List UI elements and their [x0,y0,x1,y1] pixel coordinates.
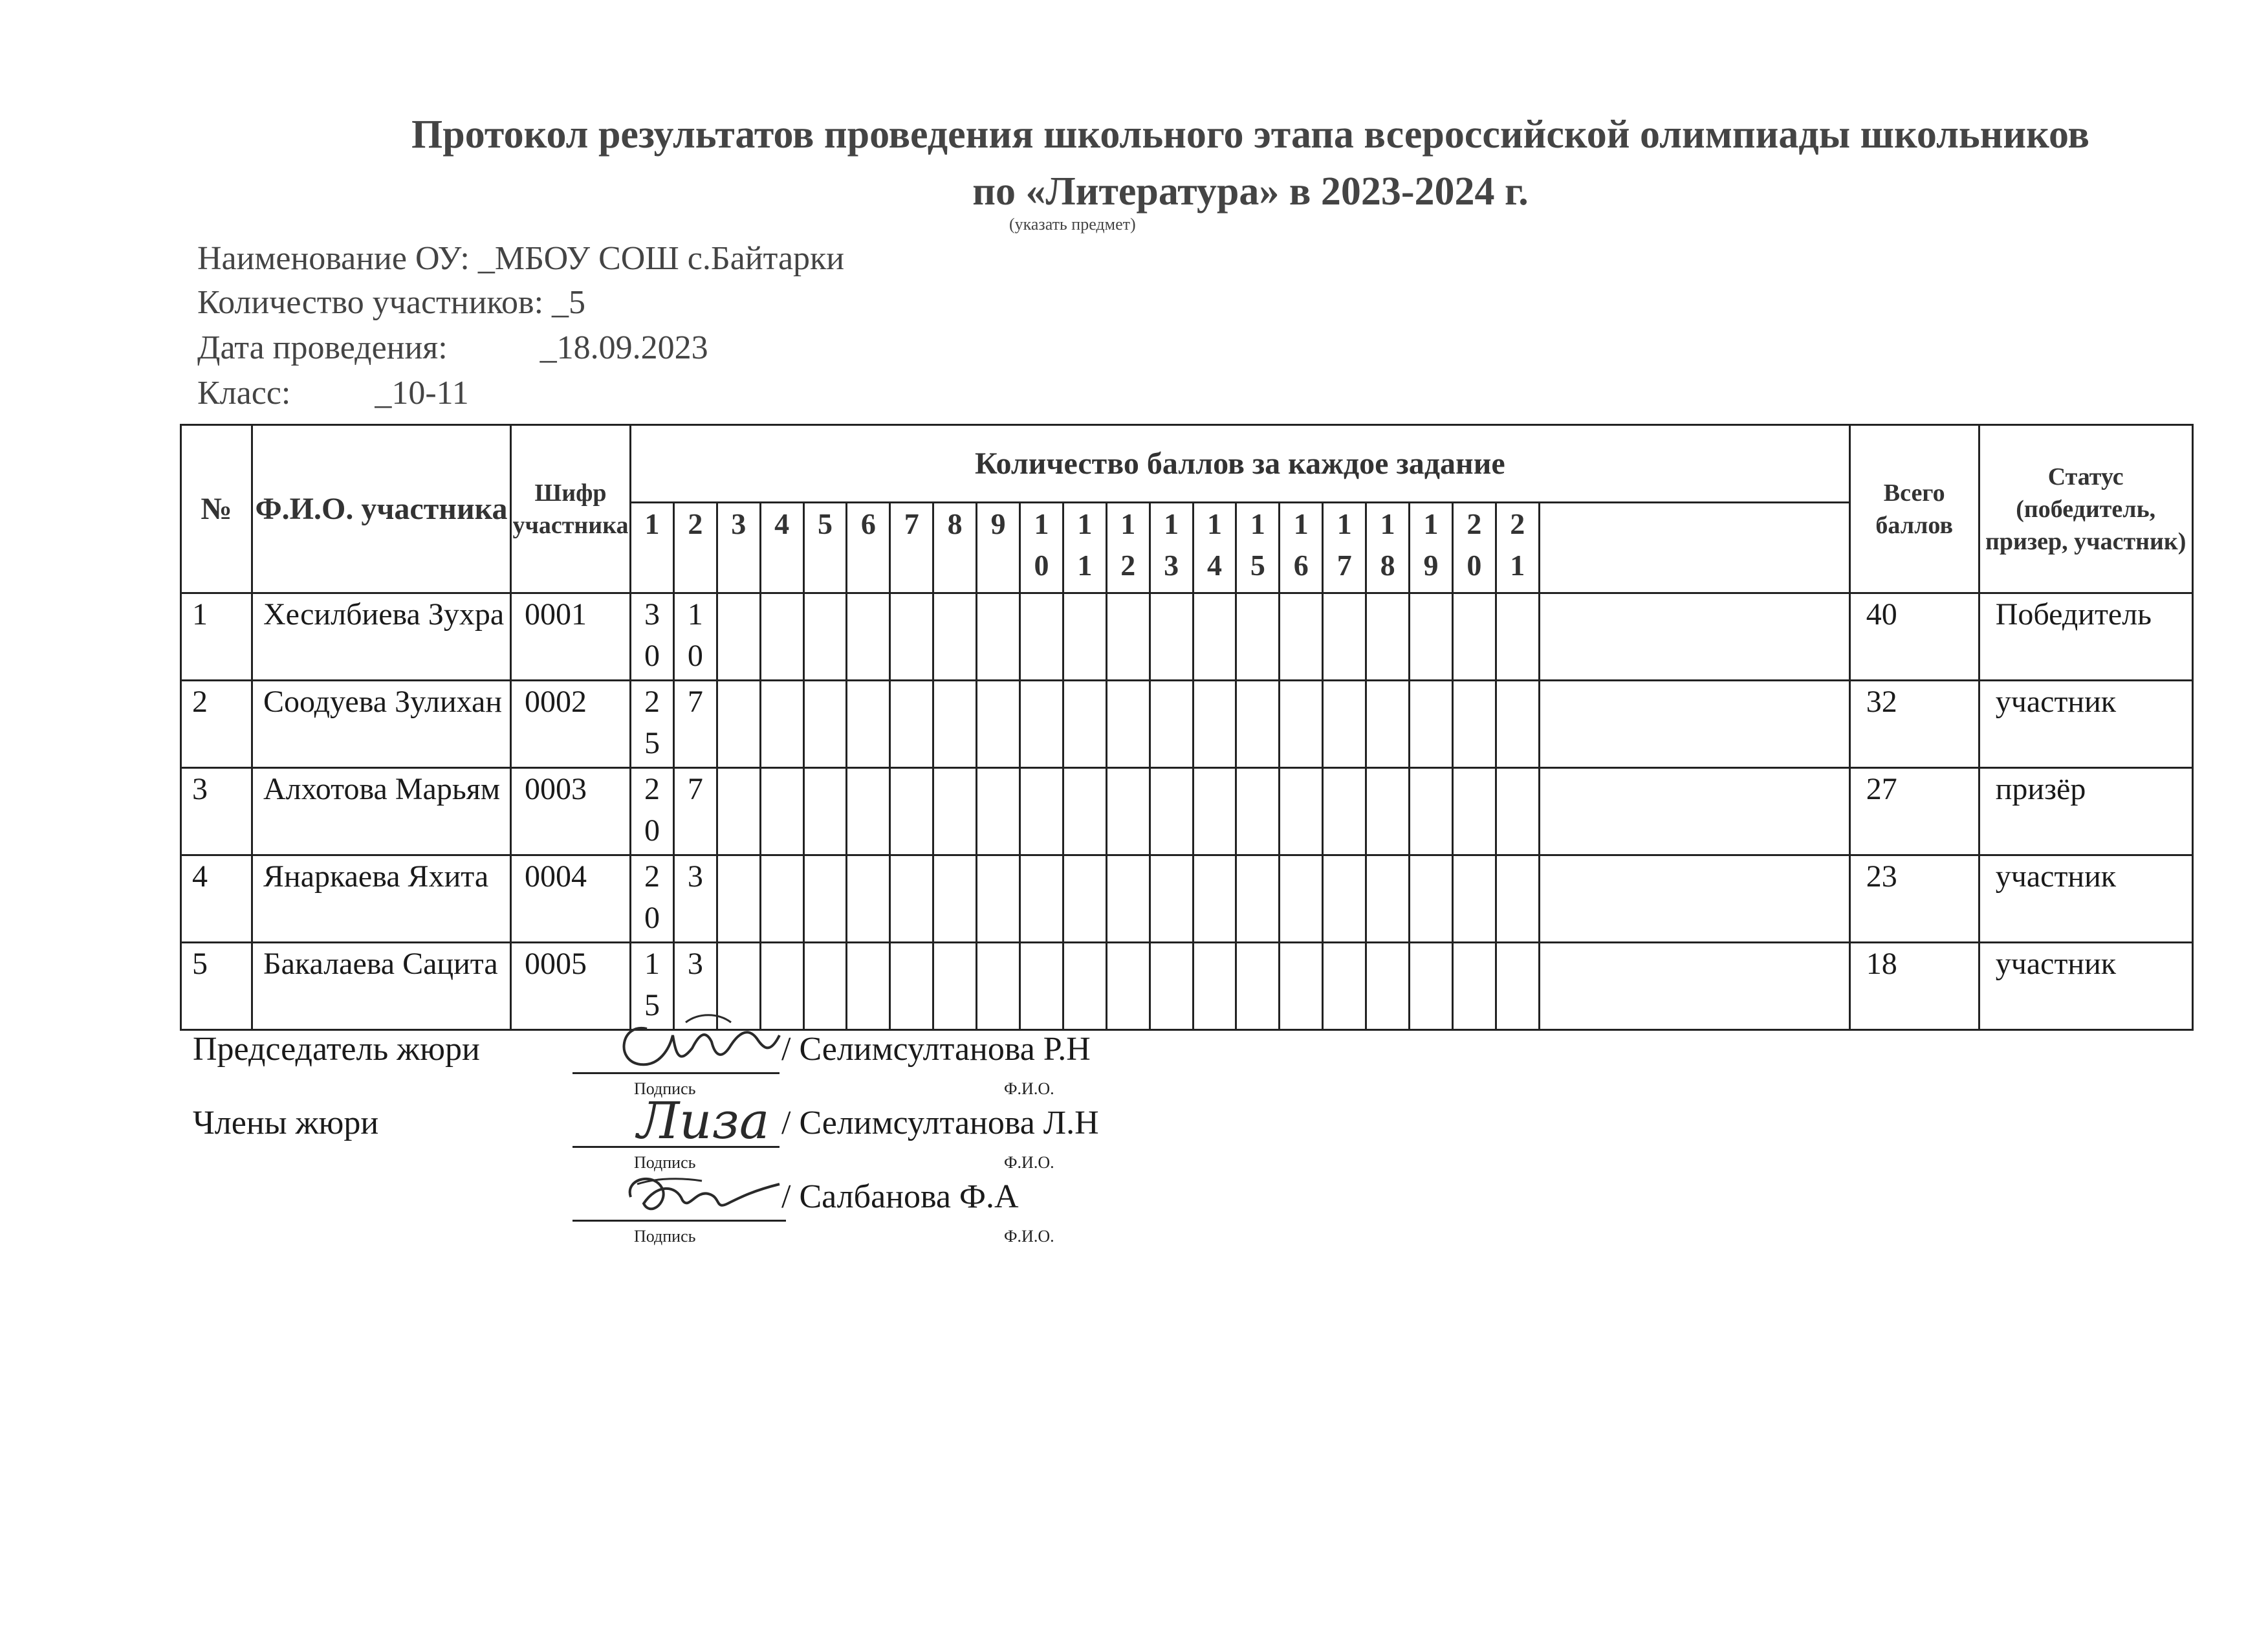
task-score-empty [890,768,933,855]
task-number: 13 [1150,503,1193,593]
task-score-empty [847,943,890,1030]
task-score-empty [717,855,760,943]
task-score-empty [1236,593,1280,681]
task-score-empty [1452,768,1496,855]
task-score-empty [1496,681,1539,768]
task-score-empty [1193,943,1236,1030]
task-score-empty [717,768,760,855]
task-score-empty [1452,681,1496,768]
task-number: 3 [717,503,760,593]
participant-name: Янаркаева Яхита [252,855,511,943]
participant-status: призёр [1979,768,2192,855]
blank-cell [1539,681,1849,768]
row-number: 2 [181,681,252,768]
task-score-empty [1323,593,1366,681]
header-code: Шифр участника [511,425,631,593]
member1-sign-caption: Подпись [634,1153,696,1172]
document-title-line-1: Протокол результатов проведения школьного этапа всероссийской олимпиады школьников [411,113,2089,157]
task-number: 21 [1496,503,1539,593]
task-score-empty [717,593,760,681]
task-score-empty [1323,855,1366,943]
task-number: 7 [890,503,933,593]
task-1-score: 30 [631,593,674,681]
class-level: Класс: _10-11 [197,375,469,412]
header-number: № [181,425,252,593]
total-score: 23 [1849,855,1979,943]
task-score-empty [1410,855,1453,943]
task-score-empty [890,855,933,943]
task-1-score: 15 [631,943,674,1030]
task-score-empty [847,768,890,855]
task-2-score: 7 [673,681,717,768]
table-row [181,593,2193,681]
task-score-empty [1106,768,1150,855]
task-2-score: 3 [673,943,717,1030]
task-number: 11 [1063,503,1106,593]
member2-sign-caption: Подпись [634,1227,696,1246]
table-row [181,855,2193,943]
task-score-empty [933,593,977,681]
blank-header-cell [1539,503,1849,593]
task-score-empty [1150,593,1193,681]
member2-fio-caption: Ф.И.О. [1004,1227,1054,1246]
task-number: 8 [933,503,977,593]
table-row [181,768,2193,855]
task-score-empty [933,681,977,768]
task-number: 6 [847,503,890,593]
task-score-empty [1106,593,1150,681]
header-name: Ф.И.О. участника [252,425,511,593]
member1-handwriting: Лиза [637,1092,770,1150]
participant-status: участник [1979,943,2192,1030]
task-score-empty [760,681,803,768]
total-score: 32 [1849,681,1979,768]
task-score-empty [1150,943,1193,1030]
task-score-empty [1323,768,1366,855]
task-score-empty [1063,943,1106,1030]
row-number: 4 [181,855,252,943]
task-score-empty [847,593,890,681]
row-number: 3 [181,768,252,855]
task-score-empty [977,681,1020,768]
participant-code: 0001 [511,593,631,681]
task-score-empty [1280,768,1323,855]
task-score-empty [1496,943,1539,1030]
task-score-empty [1452,855,1496,943]
task-score-empty [1106,855,1150,943]
document-title-line-2: по «Литература» в 2023-2024 г. [972,170,1529,214]
participant-count: Количество участников: _5 [197,284,586,321]
task-score-empty [1280,593,1323,681]
participant-status: участник [1979,855,2192,943]
task-score-empty [1020,855,1063,943]
task-score-empty [1366,681,1410,768]
task-2-score: 3 [673,855,717,943]
task-score-empty [890,943,933,1030]
blank-cell [1539,855,1849,943]
task-score-empty [760,855,803,943]
chair-label: Председатель жюри [193,1031,480,1068]
members-label: Члены жюри [193,1105,379,1141]
task-score-empty [760,593,803,681]
chair-name: / Селимсултанова Р.Н [781,1031,1091,1068]
task-score-empty [1106,681,1150,768]
task-score-empty [1366,768,1410,855]
task-score-empty [1236,681,1280,768]
task-score-empty [1063,855,1106,943]
task-number: 16 [1280,503,1323,593]
task-score-empty [1366,943,1410,1030]
task-score-empty [1280,681,1323,768]
task-score-empty [1106,943,1150,1030]
task-score-empty [1193,681,1236,768]
task-score-empty [890,681,933,768]
task-score-empty [1323,681,1366,768]
task-number: 12 [1106,503,1150,593]
task-number: 15 [1236,503,1280,593]
task-score-empty [1366,855,1410,943]
member1-name: / Селимсултанова Л.Н [781,1105,1099,1141]
task-score-empty [1236,855,1280,943]
task-score-empty [1020,943,1063,1030]
task-score-empty [933,768,977,855]
member2-name: / Салбанова Ф.А [781,1178,1019,1215]
task-score-empty [1496,768,1539,855]
row-number: 5 [181,943,252,1030]
participant-status: участник [1979,681,2192,768]
task-score-empty [1410,943,1453,1030]
task-score-empty [1236,943,1280,1030]
chair-fio-caption: Ф.И.О. [1004,1079,1054,1098]
participant-code: 0004 [511,855,631,943]
task-score-empty [1193,768,1236,855]
participant-name: Соодуева Зулихан [252,681,511,768]
participant-name: Алхотова Марьям [252,768,511,855]
task-1-score: 25 [631,681,674,768]
total-score: 18 [1849,943,1979,1030]
participant-code: 0005 [511,943,631,1030]
task-score-empty [1020,681,1063,768]
task-score-empty [933,943,977,1030]
task-score-empty [1496,593,1539,681]
blank-cell [1539,943,1849,1030]
task-1-score: 20 [631,768,674,855]
task-score-empty [803,943,847,1030]
task-score-empty [1323,943,1366,1030]
task-1-score: 20 [631,855,674,943]
task-score-empty [1150,681,1193,768]
task-score-empty [1410,681,1453,768]
task-score-empty [1193,855,1236,943]
task-2-score: 7 [673,768,717,855]
task-score-empty [977,943,1020,1030]
participant-name: Хесилбиева Зухра [252,593,511,681]
member2-signature [618,1165,786,1223]
task-number: 18 [1366,503,1410,593]
task-number: 4 [760,503,803,593]
participant-code: 0002 [511,681,631,768]
table-row [181,943,2193,1030]
chair-sign-caption: Подпись [634,1079,696,1098]
task-number: 19 [1410,503,1453,593]
blank-cell [1539,593,1849,681]
task-score-empty [1452,943,1496,1030]
participant-status: Победитель [1979,593,2192,681]
participant-name: Бакалаева Сацита [252,943,511,1030]
table-row [181,681,2193,768]
task-number: 9 [977,503,1020,593]
task-number: 20 [1452,503,1496,593]
task-score-empty [1150,855,1193,943]
task-score-empty [1063,681,1106,768]
task-number: 10 [1020,503,1063,593]
task-number: 2 [673,503,717,593]
task-score-empty [1280,855,1323,943]
task-score-empty [977,768,1020,855]
task-score-empty [847,681,890,768]
header-total: Всего баллов [1849,425,1979,593]
task-number: 14 [1193,503,1236,593]
task-score-empty [1366,593,1410,681]
task-score-empty [1452,593,1496,681]
chair-signature [608,1009,783,1081]
blank-cell [1539,768,1849,855]
task-score-empty [1193,593,1236,681]
task-number: 5 [803,503,847,593]
task-score-empty [803,768,847,855]
task-score-empty [890,593,933,681]
task-score-empty [717,681,760,768]
subject-hint: (указать предмет) [1009,215,1136,234]
event-date: Дата проведения: _18.09.2023 [197,329,708,366]
row-number: 1 [181,593,252,681]
task-score-empty [803,855,847,943]
task-score-empty [933,855,977,943]
total-score: 27 [1849,768,1979,855]
task-score-empty [1236,768,1280,855]
task-score-empty [1063,593,1106,681]
task-number: 17 [1323,503,1366,593]
task-score-empty [977,855,1020,943]
header-status: Статус (победитель, призер, участник) [1979,425,2192,593]
header-tasks: Количество баллов за каждое задание [631,425,1850,503]
task-score-empty [1410,593,1453,681]
task-score-empty [803,681,847,768]
task-score-empty [1496,855,1539,943]
member1-fio-caption: Ф.И.О. [1004,1153,1054,1172]
task-score-empty [1020,768,1063,855]
task-number: 1 [631,503,674,593]
task-score-empty [1063,768,1106,855]
task-2-score: 10 [673,593,717,681]
task-score-empty [1410,768,1453,855]
task-score-empty [1280,943,1323,1030]
task-score-empty [847,855,890,943]
task-score-empty [1020,593,1063,681]
task-score-empty [760,768,803,855]
task-score-empty [1150,768,1193,855]
results-table [180,424,2194,1031]
task-score-empty [977,593,1020,681]
total-score: 40 [1849,593,1979,681]
participant-code: 0003 [511,768,631,855]
task-score-empty [803,593,847,681]
school-name: Наименование ОУ: _МБОУ СОШ с.Байтарки [197,240,845,277]
